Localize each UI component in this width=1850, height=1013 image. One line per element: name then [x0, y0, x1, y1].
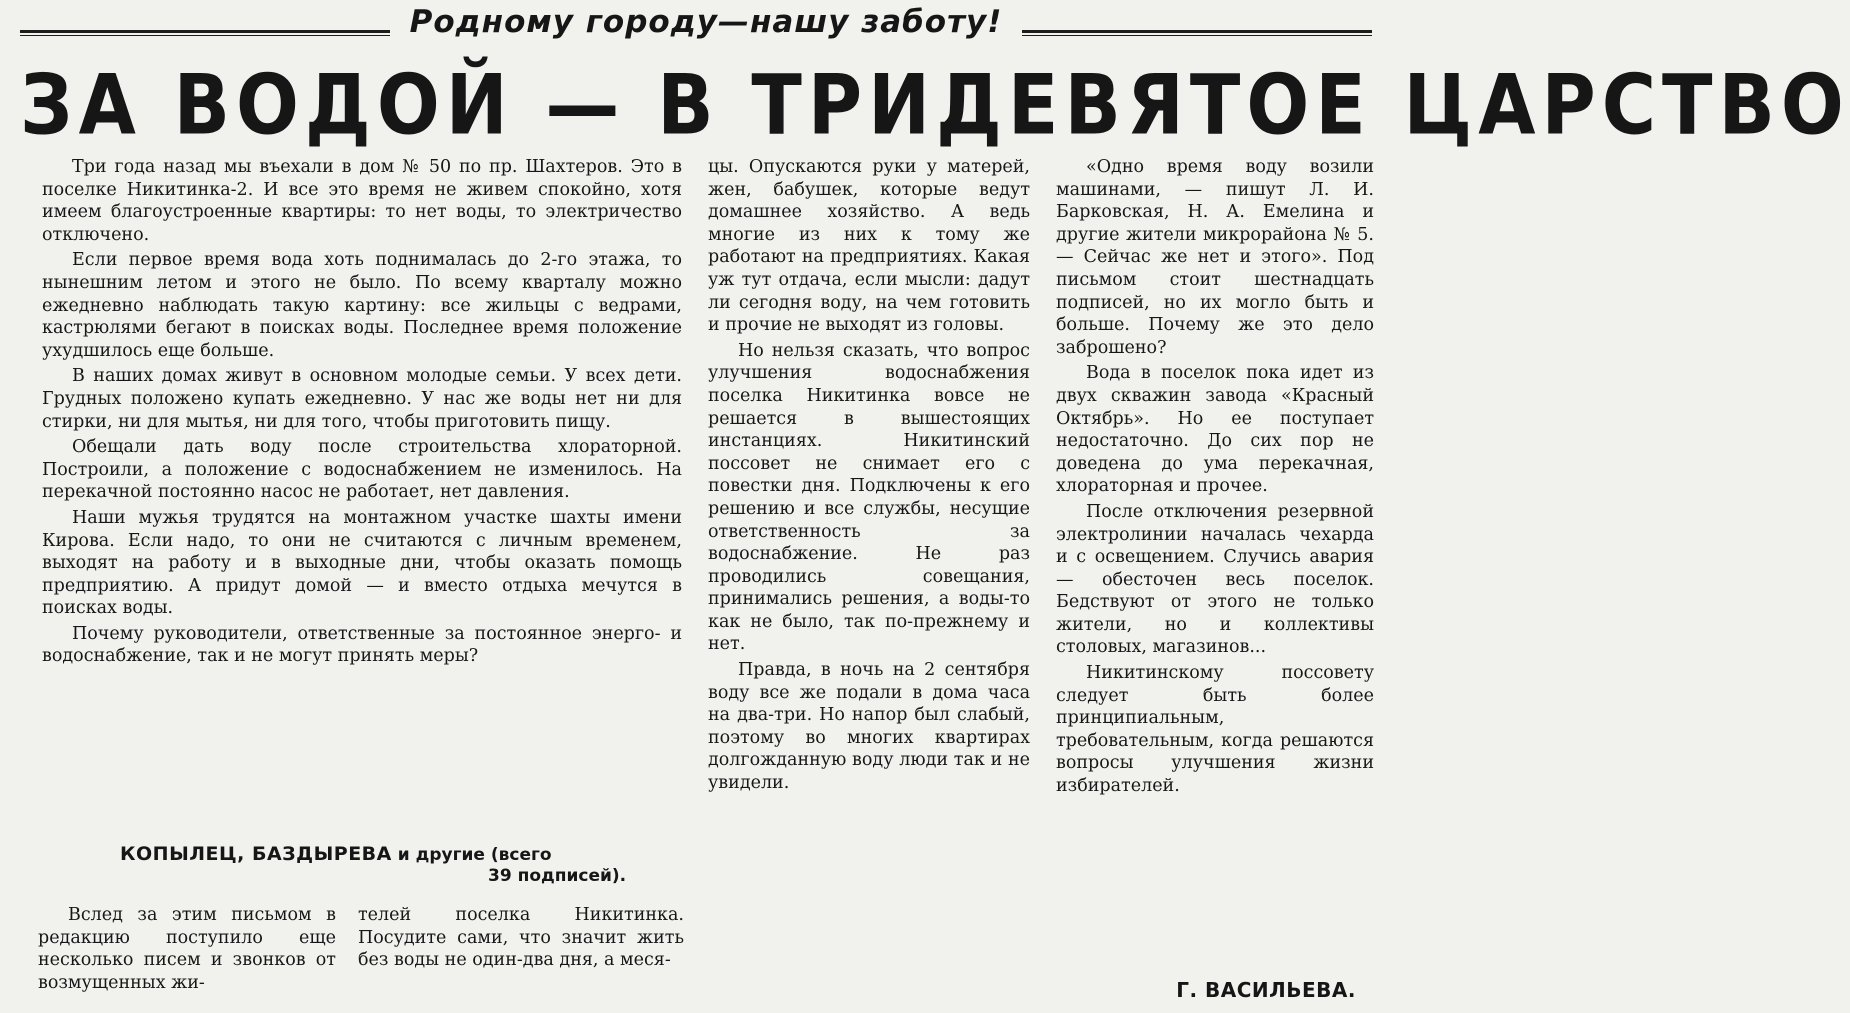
signature-others: и другие (всего — [397, 845, 552, 865]
article-paragraph: Но нельзя сказать, что вопрос улучшения водоснабжения поселка Никитинка вовсе не решается в вышестоящих инстанциях. Никитинский поссовет не снимает его с повестки дня. Подключены к его решению и все службы, несущие ответственность за водоснабжение. Не раз проводились совещания, принимались решения, а воды-то как не было, так по-прежнему и нет. — [708, 340, 1030, 655]
editorial-paragraph: Вслед за этим письмом в редакцию поступило еще несколько писем и звонков от возмущенных жи- — [38, 905, 336, 993]
article-paragraph: Никитинскому поссовету следует быть более принципиальным, требовательным, когда решаются вопросы улучшения жизни избирателей. — [1056, 663, 1374, 797]
rubric-rule-right — [1022, 30, 1372, 36]
signature-names: КОПЫЛЕЦ, БАЗДЫРЕВА — [120, 843, 392, 865]
article-paragraph: цы. Опускаются руки у матерей, жен, бабушек, которые ведут домашнее хозяйство. А ведь многие из них к тому же работают на предприятиях. Какая уж тут отдача, если мысли: дадут ли сегодня воду, на чем готовить и прочие не выходят из головы. — [708, 157, 1030, 336]
article-paragraph: Вода в поселок пока идет из двух скважин завода «Красный Октябрь». Но ее поступает недостаточно. До сих пор не доведена до ума перекачная, хлораторная и прочее. — [1056, 363, 1374, 497]
section-rubric — [0, 4, 1384, 48]
article-paragraph: Правда, в ночь на 2 сентября воду все же подали в дома часа на два-три. Но напор был слабый, поэтому во многих квартирах долгожданную воду люди так и не увидели. — [708, 660, 1030, 794]
rubric-rule-left — [20, 30, 390, 36]
article-paragraph: «Одно время воду возили машинами, — пишут Л. И. Барковская, Н. А. Емелина и другие жители микрорайона № 5. — Сейчас же нет и этого». Под письмом стоит шестнадцать подписей, но их могло быть и больше. Почему же это дело заброшено? — [1056, 157, 1374, 358]
article-paragraph: После отключения резервной электролинии началась чехарда и с освещением. Случись авария — обесточен весь поселок. Бедствуют от этого не только жители, но и коллективы столовых, магазинов... — [1056, 501, 1374, 658]
article-column-3 — [1056, 156, 1374, 798]
letter-signature — [120, 843, 660, 886]
letter-column — [42, 156, 682, 668]
editorial-paragraph: телей поселка Никитинка. Посудите сами, что значит жить без воды не один-два дня, а меся- — [358, 905, 684, 971]
letter-paragraph: Обещали дать воду после строительства хлораторной. Построили, а положение с водоснабжением не изменилось. На перекачной постоянно насос не работает, нет давления. — [42, 437, 682, 503]
signature-count: 39 подписей). — [488, 866, 627, 886]
letter-paragraph: Наши мужья трудятся на монтажном участке шахты имени Кирова. Если надо, то они не считаются с личным временем, выходят на работу и в выходные дни, чтобы оказать помощь предприятию. А придут домой — и вместо отдыха мечутся в поисках воды. — [42, 507, 682, 619]
article-column-2 — [708, 156, 1030, 795]
author-byline: Г. ВАСИЛЬЕВА. — [1176, 978, 1356, 1002]
letter-paragraph: Почему руководители, ответственные за постоянное энерго- и водоснабжение, так и не могут принять меры? — [42, 623, 682, 667]
letter-paragraph: В наших домах живут в основном молодые семьи. У всех дети. Грудных положено купать ежедневно. У нас же воды нет ни для стирки, ни для мытья, ни для того, чтобы приготовить пищу. — [42, 366, 682, 432]
letter-paragraph: Три года назад мы въехали в дом № 50 по пр. Шахтеров. Это в поселке Никитинка-2. И все это время не живем спокойно, хотя имеем благоустроенные квартиры: то нет воды, то электричество отключено. — [42, 157, 682, 245]
editorial-column-b — [358, 904, 684, 972]
letter-paragraph: Если первое время вода хоть поднималась до 2-го этажа, то нынешним летом и этого не было. По всему кварталу можно ежедневно наблюдать такую картину: все жильцы с ведрами, кастрюлями бегают в поисках воды. Последнее время положение ухудшилось еще больше. — [42, 250, 682, 361]
editorial-column-a — [38, 904, 336, 994]
rubric-text: Родному городу—нашу заботу! — [409, 4, 1003, 40]
article-headline: ЗА ВОДОЙ — В ТРИДЕВЯТОЕ ЦАРСТВО — [20, 57, 1850, 154]
